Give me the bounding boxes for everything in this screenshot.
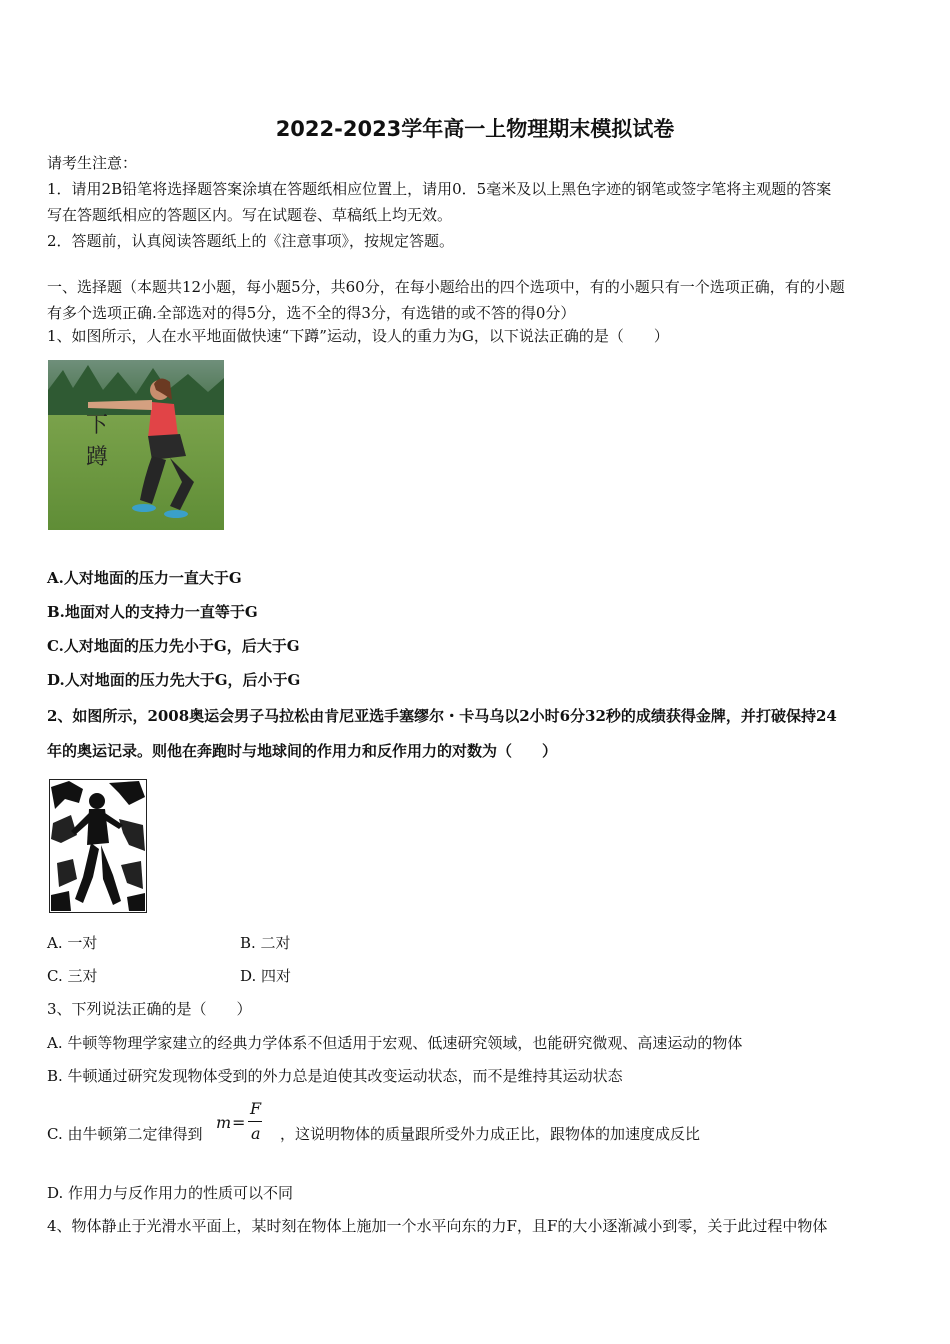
q3-option-b: B. 牛顿通过研究发现物体受到的外力总是迫使其改变运动状态，而不是维持其运动状态 (47, 1067, 623, 1085)
section-intro-2: 有多个选项正确.全部选对的得5分，选不全的得3分，有选错的或不答的得0分） (47, 304, 576, 322)
q4-stem: 4、物体静止于光滑水平面上，某时刻在物体上施加一个水平向东的力F，且F的大小逐渐减小到零，关于此过程中物体 (47, 1217, 828, 1235)
q2-option-d: D. 四对 (240, 967, 292, 985)
q1-option-a: A.人对地面的压力一直大于G (47, 569, 242, 587)
q2-option-b: B. 二对 (240, 934, 291, 952)
q1-option-d: D.人对地面的压力先大于G，后小于G (47, 671, 301, 689)
q1-stem: 1、如图所示，人在水平地面做快速“下蹲”运动，设人的重力为G，以下说法正确的是（ ） (47, 327, 669, 345)
q1-option-c: C.人对地面的压力先小于G，后大于G (47, 637, 300, 655)
notice-item-2: 2．答题前，认真阅读答题纸上的《注意事项》，按规定答题。 (47, 232, 455, 250)
squat-photo (48, 360, 224, 530)
notice-heading: 请考生注意： (47, 154, 138, 172)
q3-option-d: D. 作用力与反作用力的性质可以不同 (47, 1184, 294, 1202)
q2-stem-line1: 2、如图所示，2008奥运会男子马拉松由肯尼亚选手塞缪尔・卡马乌以2小时6分32秒的成绩获得金牌，并打破保持24 (47, 707, 837, 725)
formula-eq: = (232, 1113, 246, 1132)
q3-option-c-suffix: ，这说明物体的质量跟所受外力成正比，跟物体的加速度成反比 (280, 1125, 701, 1143)
notice-item-1b: 写在答题纸相应的答题区内。写在试题卷、草稿纸上均无效。 (47, 206, 453, 224)
runner-photo (49, 779, 147, 913)
section-intro-1: 一、选择题（本题共12小题，每小题5分，共60分，在每小题给出的四个选项中，有的小题只有一个选项正确，有的小题 (47, 278, 845, 296)
formula-lhs: m (216, 1113, 232, 1132)
fraction-bar (248, 1121, 262, 1122)
notice-item-1a: 1．请用2B铅笔将选择题答案涂填在答题纸相应位置上，请用0．5毫米及以上黑色字迹的钢笔或签字笔将主观题的答案 (47, 180, 832, 198)
q2-stem-line2: 年的奥运记录。则他在奔跑时与地球间的作用力和反作用力的对数为（ ） (47, 742, 558, 760)
formula-numerator: F (250, 1099, 262, 1118)
q3-stem: 3、下列说法正确的是（ ） (47, 1000, 252, 1018)
runner-illustration (49, 779, 147, 913)
q2-option-c: C. 三对 (47, 967, 98, 985)
q1-option-b: B.地面对人的支持力一直等于G (47, 603, 258, 621)
page-title: 2022-2023学年高一上物理期末模拟试卷 (275, 117, 675, 141)
squat-illustration (48, 360, 224, 530)
formula-denominator: a (251, 1124, 261, 1143)
squat-label-bottom: 蹲 (86, 445, 109, 470)
q3-option-c-prefix: C. 由牛顿第二定律得到 (47, 1125, 203, 1143)
q3-option-a: A. 牛顿等物理学家建立的经典力学体系不但适用于宏观、低速研究领域，也能研究微观、高速运动的物体 (47, 1034, 743, 1052)
q2-option-a: A. 一对 (47, 934, 98, 952)
newton-formula (216, 1099, 268, 1147)
squat-label-top: 下 (86, 413, 109, 438)
